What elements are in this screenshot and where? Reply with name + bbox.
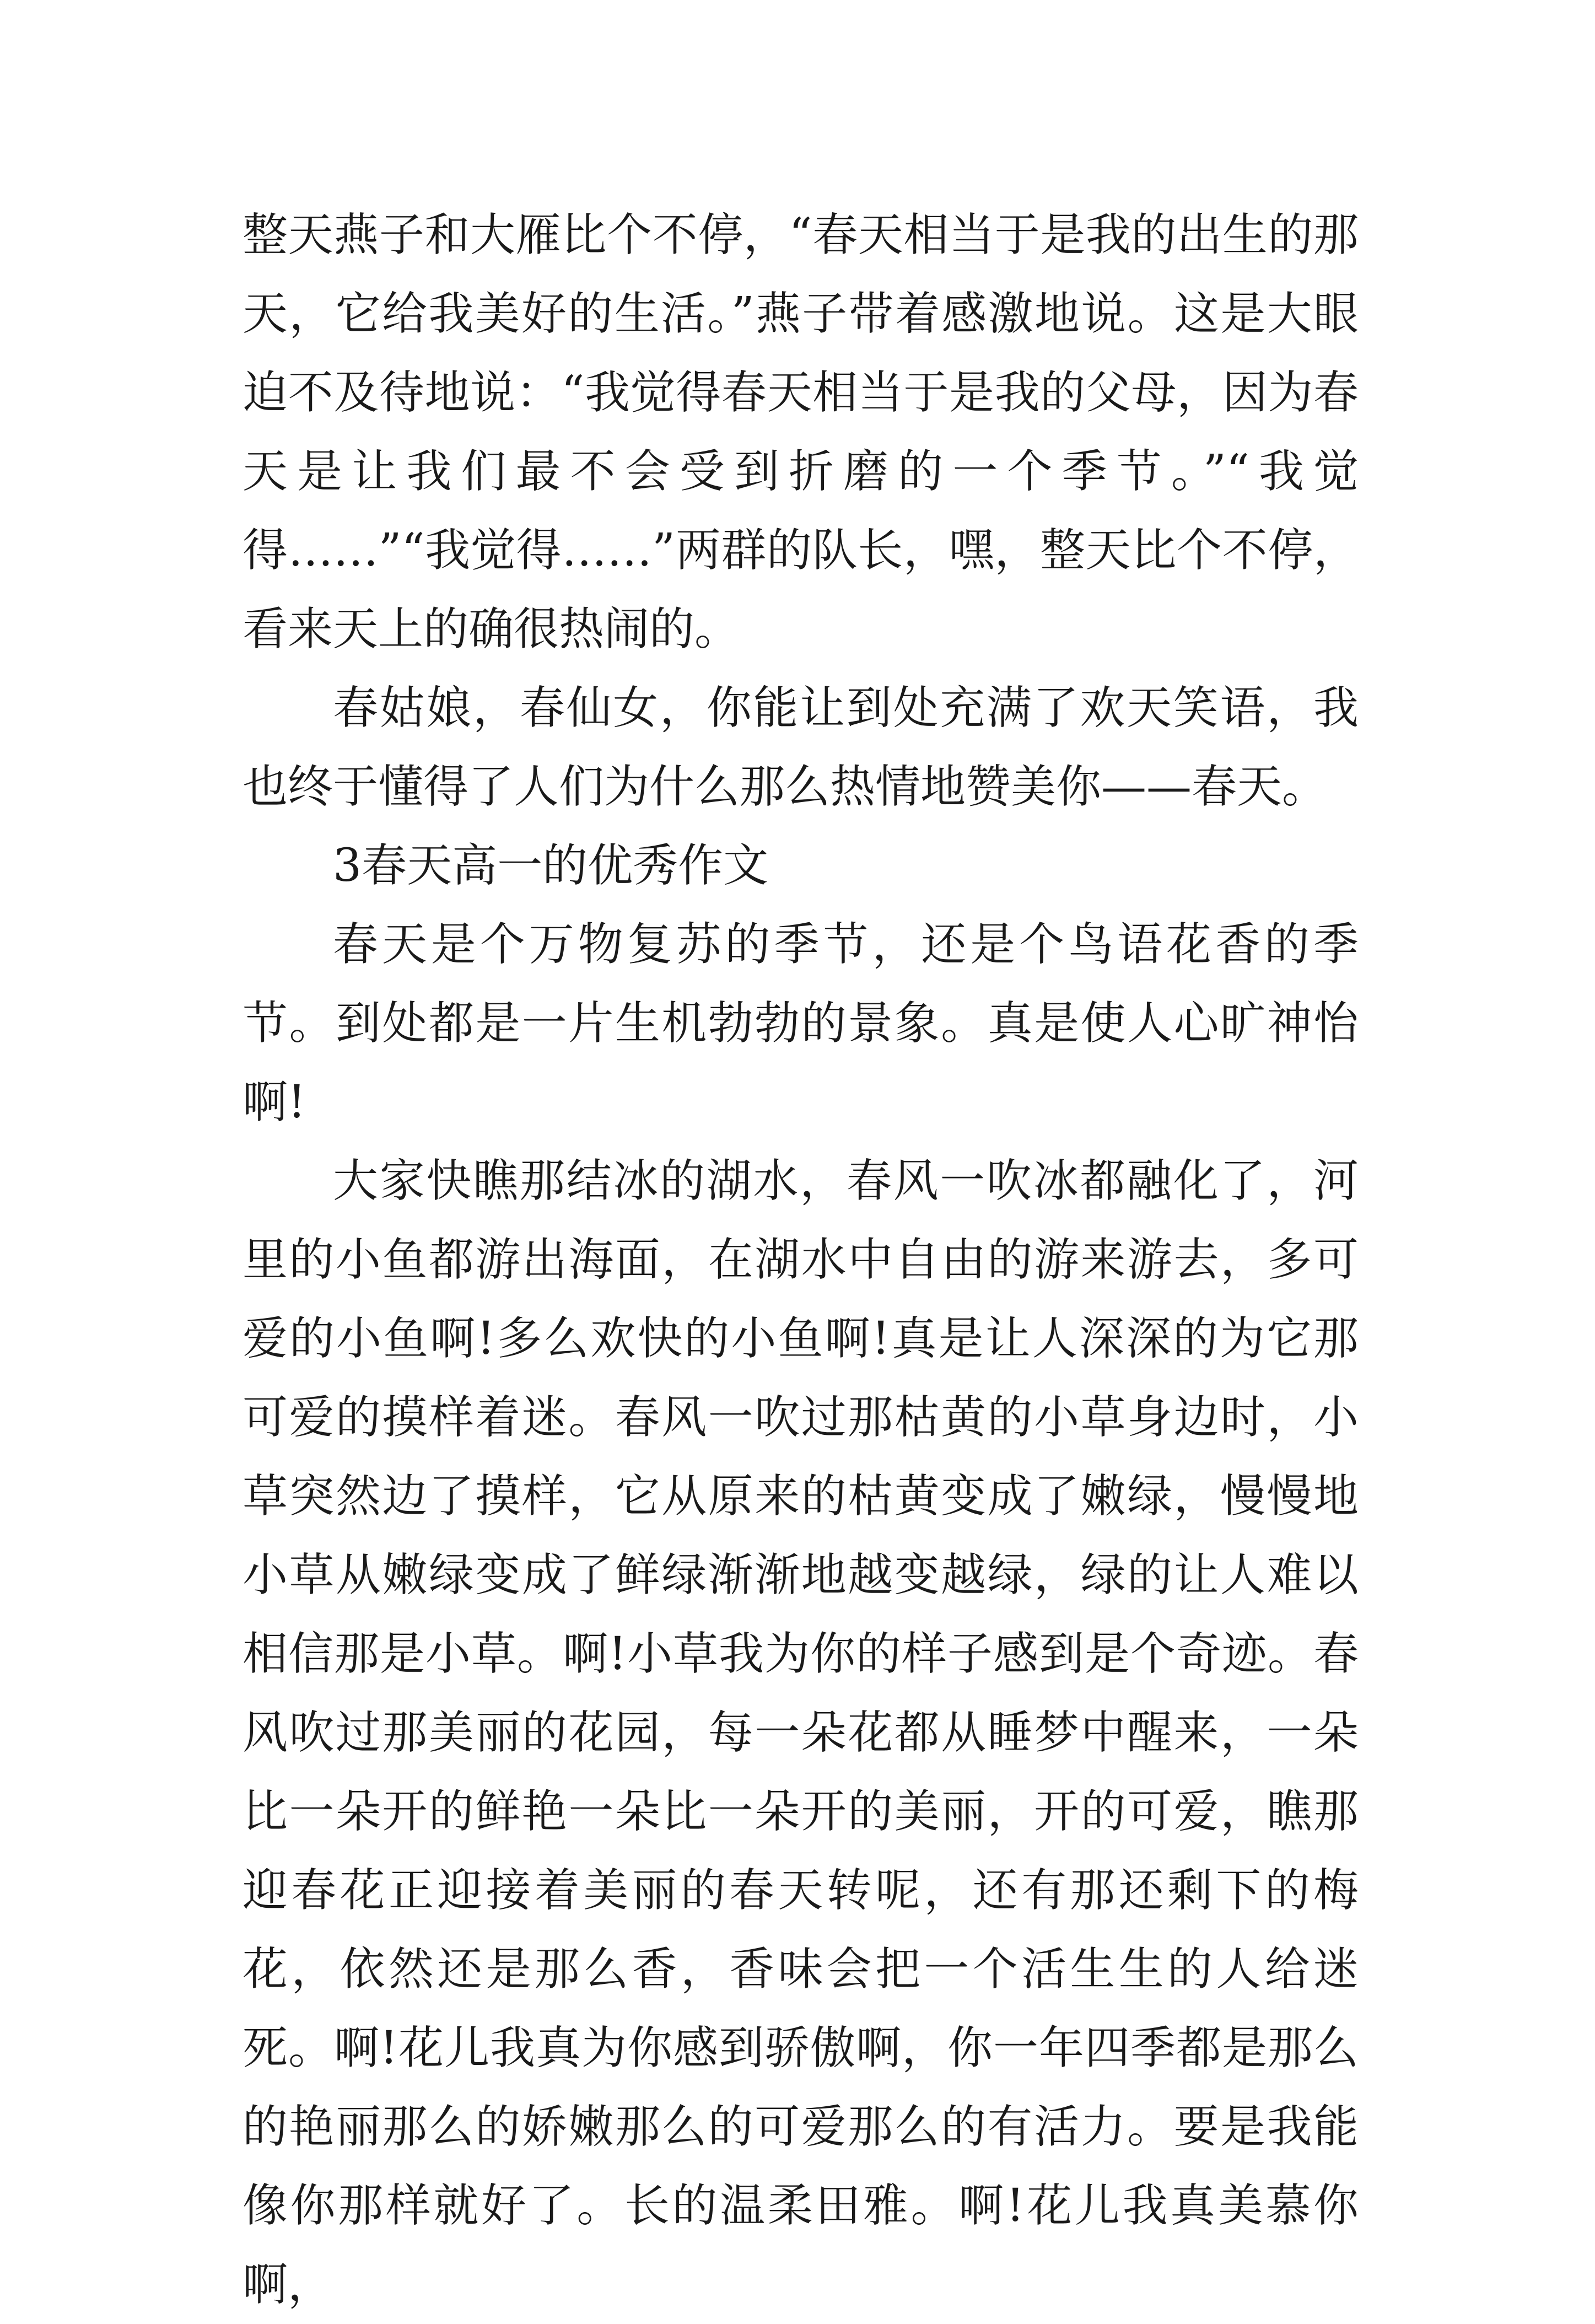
essay-heading: 3春天高一的优秀作文	[333, 840, 769, 892]
paragraph-spring-intro: 春天是个万物复苏的季节，还是个鸟语花香的季节。到处都是一片生机勃勃的景象。真是使人心旷神怡啊!	[243, 918, 1359, 1128]
document-body	[243, 196, 1359, 2324]
paragraph-spring-praise: 春姑娘，春仙女，你能让到处充满了欢天笑语，我也终于懂得了人们为什么那么热情地赞美你——春天。	[243, 682, 1359, 813]
paragraph-spring-scenery: 大家快瞧那结冰的湖水，春风一吹冰都融化了，河里的小鱼都游出海面，在湖水中自由的游来游去，多可爱的小鱼啊!多么欢快的小鱼啊!真是让人深深的为它那可爱的摸样着迷。春风一吹过那枯黄的小草身边时，小草突然边了摸样，它从原来的枯黄变成了嫩绿，慢慢地小草从嫩绿变成了鲜绿渐渐地越变越绿，绿的让人难以相信那是小草。啊!小草我为你的样子感到是个奇迹。春风吹过那美丽的花园，每一朵花都从睡梦中醒来，一朵比一朵开的鲜艳一朵比一朵开的美丽，开的可爱，瞧那迎春花正迎接着美丽的春天转呢，还有那还剩下的梅花，依然还是那么香，香味会把一个活生生的人给迷死。啊!花儿我真为你感到骄傲啊，你一年四季都是那么的艳丽那么的娇嫩那么的可爱那么的有活力。要是我能像你那样就好了。长的温柔田雅。啊!花儿我真美慕你啊，	[243, 1155, 1359, 2311]
paragraph-continuation: 整天燕子和大雁比个不停，“春天相当于是我的出生的那天，它给我美好的生活。”燕子带着感激地说。这是大眼迫不及待地说：“我觉得春天相当于是我的父母，因为春天是让我们最不会受到折磨的一个季节。”“我觉得……”“我觉得……”两群的队长，嘿，整天比个不停，看来天上的确很热闹的。	[243, 209, 1359, 655]
